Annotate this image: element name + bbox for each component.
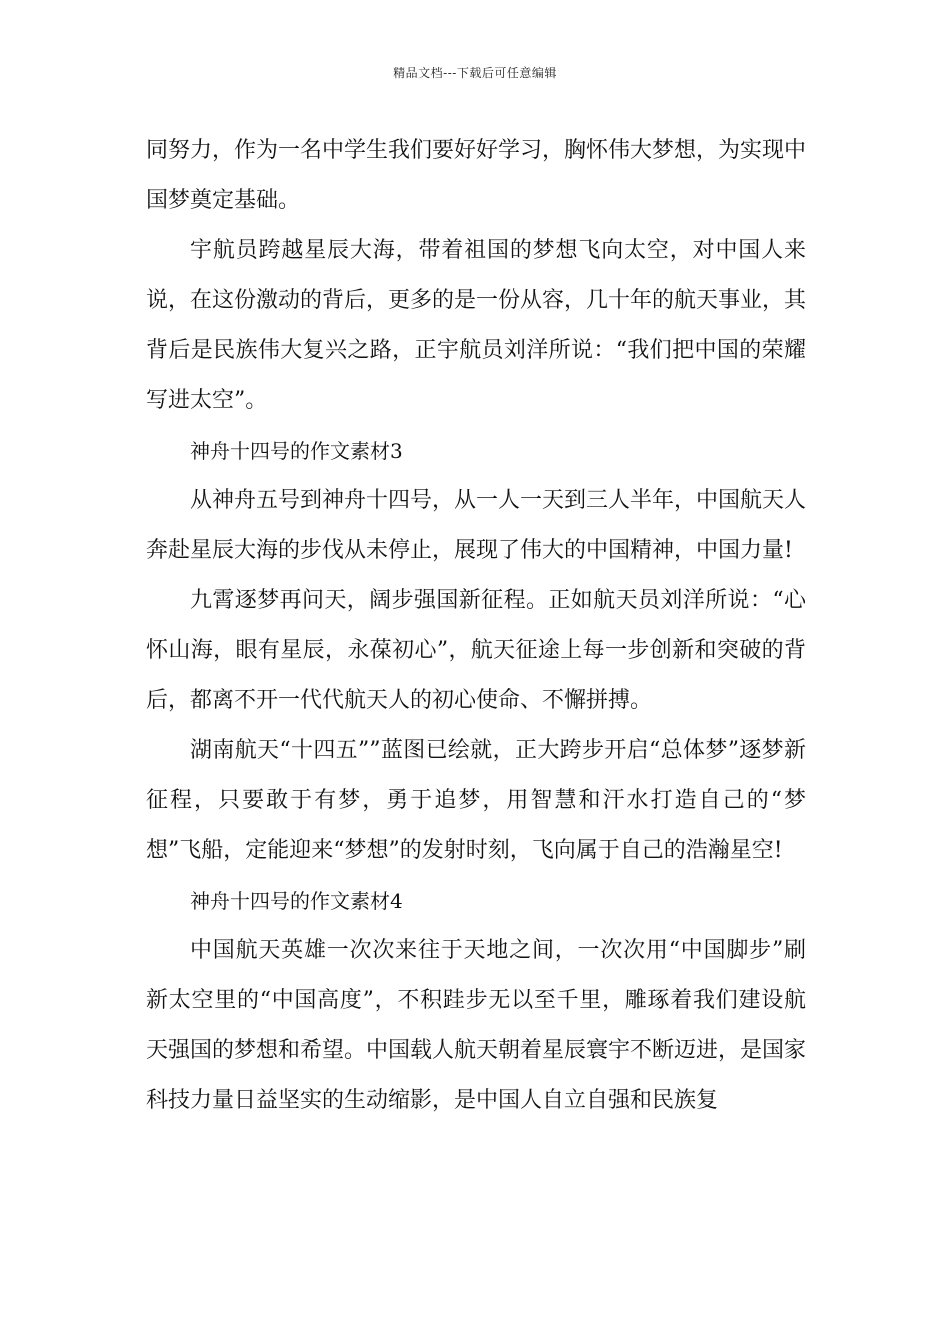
paragraph-shenzhou: 从神舟五号到神舟十四号，从一人一天到三人半年，中国航天人奔赴星辰大海的步伐从未停止，展现了伟大的中国精神，中国力量!	[146, 488, 807, 563]
section-heading-4: 神舟十四号的作文素材4	[190, 889, 403, 913]
paragraph-astronaut: 宇航员跨越星辰大海，带着祖国的梦想飞向太空，对中国人来说，在这份激动的背后，更多的是一份从容，几十年的航天事业，其背后是民族伟大复兴之路，正宇航员刘洋所说：“我们把中国的荣耀写进太空”。	[146, 238, 807, 413]
document-body	[146, 126, 806, 1126]
paragraph-dream: 九霄逐梦再问天，阔步强国新征程。正如航天员刘洋所说：“心怀山海，眼有星辰，永葆初心”，航天征途上每一步创新和突破的背后，都离不开一代代航天人的初心使命、不懈拼搏。	[146, 588, 806, 713]
section-heading-3: 神舟十四号的作文素材3	[190, 439, 403, 463]
paragraph-heroes: 中国航天英雄一次次来往于天地之间，一次次用“中国脚步”刷新太空里的“中国高度”，不积跬步无以至千里，雕琢着我们建设航天强国的梦想和希望。中国载人航天朝着星辰寰宇不断迈进，是国家科技力量日益坚实的生动缩影，是中国人自立自强和民族复	[146, 938, 807, 1113]
paragraph-hunan: 湖南航天“十四五””蓝图已绘就，正大跨步开启“总体梦”逐梦新征程，只要敢于有梦，勇于追梦，用智慧和汗水打造自己的“梦想”飞船，定能迎来“梦想”的发射时刻，飞向属于自己的浩瀚星空!	[146, 738, 806, 863]
page-header: 精品文档---下载后可任意编辑	[393, 66, 557, 80]
paragraph-continuation: 同努力，作为一名中学生我们要好好学习，胸怀伟大梦想，为实现中国梦奠定基础。	[146, 138, 807, 213]
